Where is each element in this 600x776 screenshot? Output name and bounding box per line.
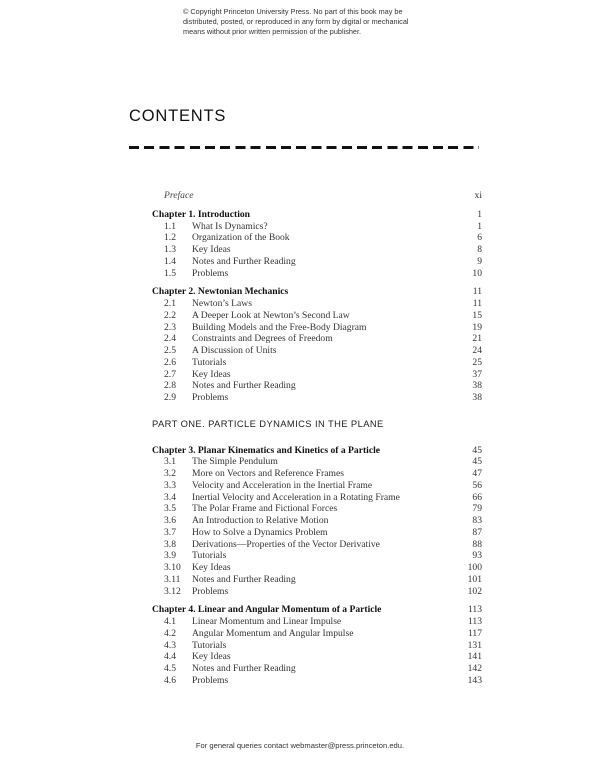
toc-section-row xyxy=(0,369,600,381)
entry-title: Derivations—Properties of the Vector Derivative xyxy=(192,538,380,550)
toc-section-row xyxy=(0,333,600,345)
page-title: CONTENTS xyxy=(129,107,227,125)
entry-title: Tutorials xyxy=(192,639,227,651)
page-number: 25 xyxy=(472,356,482,368)
section-number: 4.2 xyxy=(164,627,176,639)
page-number: 21 xyxy=(472,333,482,345)
toc-section-row xyxy=(0,562,600,574)
section-number: 3.8 xyxy=(164,538,176,550)
section-number: 3.7 xyxy=(164,526,176,538)
copyright-line: distributed, posted, or reproduced in any form by digital or mechanical xyxy=(183,17,409,26)
entry-title: Notes and Further Reading xyxy=(192,255,296,267)
entry-title: Notes and Further Reading xyxy=(192,663,296,674)
page-number: 88 xyxy=(472,538,482,550)
page-number: 15 xyxy=(472,309,482,321)
page-number: 113 xyxy=(467,604,482,616)
entry-title: Notes and Further Reading xyxy=(192,380,296,392)
page-number: 66 xyxy=(472,491,482,503)
section-number: 4.4 xyxy=(164,651,176,663)
entry-title: Tutorials xyxy=(192,550,227,562)
toc-chapter-row xyxy=(0,445,600,457)
toc-chapter-row xyxy=(0,286,600,298)
page-number: 143 xyxy=(467,674,482,686)
section-number: 3.2 xyxy=(164,468,176,479)
entry-title: Newton’s Laws xyxy=(192,298,252,309)
toc-section-row xyxy=(0,503,600,515)
entry-title: Chapter 3. Planar Kinematics and Kinetics of a Particle xyxy=(152,444,381,456)
page-number: 11 xyxy=(472,298,482,309)
section-number: 3.11 xyxy=(164,573,181,585)
footer-contact: For general queries contact webmaster@press.princeton.edu. xyxy=(195,741,405,750)
dashed-rule xyxy=(129,146,479,149)
page-number: 1 xyxy=(477,220,482,232)
toc-section-row xyxy=(0,392,600,404)
copyright-line: means without prior written permission of the publisher. xyxy=(183,27,362,36)
entry-title: What Is Dynamics? xyxy=(192,220,268,232)
section-number: 2.6 xyxy=(164,356,176,368)
page-number: xi xyxy=(474,190,482,201)
page-number: 38 xyxy=(472,380,482,392)
toc-section-row xyxy=(0,322,600,334)
page-number: 93 xyxy=(472,550,482,562)
toc-chapter-row xyxy=(0,209,600,221)
entry-title: Chapter 1. Introduction xyxy=(152,208,250,220)
section-number: 1.2 xyxy=(164,232,176,244)
page-number: 87 xyxy=(472,526,482,538)
page-number: 45 xyxy=(472,456,482,468)
toc-section-row xyxy=(0,675,600,687)
entry-title: Velocity and Acceleration in the Inertial Frame xyxy=(192,479,373,491)
page-number: 11 xyxy=(472,286,482,298)
page-number: 24 xyxy=(472,345,482,356)
toc-section-row xyxy=(0,456,600,468)
section-number: 4.1 xyxy=(164,616,176,627)
section-number: 4.3 xyxy=(164,639,176,651)
page-number: 102 xyxy=(467,585,482,597)
page-number: 19 xyxy=(472,321,482,333)
toc-section-row xyxy=(0,550,600,562)
section-number: 1.4 xyxy=(164,255,176,267)
copyright-notice xyxy=(183,7,443,37)
page-number: 117 xyxy=(467,627,482,639)
entry-title: Inertial Velocity and Acceleration in a Rotating Frame xyxy=(192,491,400,503)
entry-title: Key Ideas xyxy=(192,562,231,573)
entry-title: The Simple Pendulum xyxy=(192,456,278,468)
toc-section-row xyxy=(0,574,600,586)
section-number: 4.6 xyxy=(164,674,176,686)
entry-title: Linear Momentum and Linear Impulse xyxy=(192,616,342,627)
section-number: 3.9 xyxy=(164,550,176,562)
entry-title: Problems xyxy=(192,267,229,279)
entry-title: Chapter 4. Linear and Angular Momentum of a Particle xyxy=(152,604,382,616)
section-number: 3.10 xyxy=(164,562,181,573)
toc-section-row xyxy=(0,298,600,310)
section-number: 3.12 xyxy=(164,585,181,597)
section-number: 3.6 xyxy=(164,515,176,526)
toc-section-row xyxy=(0,256,600,268)
toc-section-row xyxy=(0,586,600,598)
page-number: 10 xyxy=(472,267,482,279)
section-number: 2.1 xyxy=(164,298,176,309)
section-number: 2.3 xyxy=(164,321,176,333)
entry-title: Angular Momentum and Angular Impulse xyxy=(192,627,354,639)
toc-section-row xyxy=(0,345,600,357)
toc-section-row xyxy=(0,640,600,652)
entry-title: Key Ideas xyxy=(192,244,231,255)
page-number: 37 xyxy=(472,368,482,380)
entry-title: Problems xyxy=(192,674,229,686)
page-number: 113 xyxy=(467,616,482,627)
page-number: 142 xyxy=(467,663,482,674)
toc-section-row xyxy=(0,663,600,675)
page-number: 45 xyxy=(472,444,482,456)
toc-section-row xyxy=(0,616,600,628)
page-number: 8 xyxy=(477,244,482,255)
page-number: 47 xyxy=(472,468,482,479)
section-number: 3.4 xyxy=(164,491,176,503)
section-number: 3.5 xyxy=(164,503,176,515)
toc-preface-row xyxy=(0,190,600,202)
toc-section-row xyxy=(0,380,600,392)
section-number: 1.1 xyxy=(164,220,176,232)
toc-section-row xyxy=(0,527,600,539)
entry-title: Key Ideas xyxy=(192,651,231,663)
page-number: 101 xyxy=(467,573,482,585)
toc-section-row xyxy=(0,232,600,244)
entry-title: Problems xyxy=(192,585,229,597)
toc-section-row xyxy=(0,515,600,527)
toc-section-row xyxy=(0,492,600,504)
section-number: 2.5 xyxy=(164,345,176,356)
section-number: 4.5 xyxy=(164,663,176,674)
section-number: 2.4 xyxy=(164,333,176,345)
section-number: 3.3 xyxy=(164,479,176,491)
toc-part-heading xyxy=(0,418,600,430)
toc-chapter-row xyxy=(0,604,600,616)
page-number: 79 xyxy=(472,503,482,515)
page-number: 38 xyxy=(472,392,482,403)
page-number: 1 xyxy=(477,208,482,220)
toc-section-row xyxy=(0,310,600,322)
toc-section-row xyxy=(0,651,600,663)
entry-title: More on Vectors and Reference Frames xyxy=(192,468,344,479)
entry-title: A Deeper Look at Newton’s Second Law xyxy=(192,309,350,321)
entry-title: Organization of the Book xyxy=(192,232,290,244)
entry-title: The Polar Frame and Fictional Forces xyxy=(192,503,338,515)
entry-title: Problems xyxy=(192,392,229,403)
entry-title: How to Solve a Dynamics Problem xyxy=(192,526,328,538)
toc-section-row xyxy=(0,468,600,480)
page-number: 141 xyxy=(467,651,482,663)
entry-title: Constraints and Degrees of Freedom xyxy=(192,333,333,345)
copyright-line: © Copyright Princeton University Press. No part of this book may be xyxy=(183,7,403,16)
toc-section-row xyxy=(0,480,600,492)
page-number: 56 xyxy=(472,479,482,491)
entry-title: Tutorials xyxy=(192,356,227,368)
toc-section-row xyxy=(0,628,600,640)
toc-section-row xyxy=(0,244,600,256)
toc-section-row xyxy=(0,357,600,369)
toc-section-row xyxy=(0,221,600,233)
section-number: 1.3 xyxy=(164,244,176,255)
entry-title: Preface xyxy=(164,190,194,201)
section-number: 3.1 xyxy=(164,456,176,468)
entry-title: A Discussion of Units xyxy=(192,345,277,356)
section-number: 1.5 xyxy=(164,267,176,279)
entry-title: An Introduction to Relative Motion xyxy=(192,515,329,526)
page-number: 6 xyxy=(477,232,482,244)
entry-title: Notes and Further Reading xyxy=(192,573,296,585)
section-number: 2.9 xyxy=(164,392,176,403)
toc-section-row xyxy=(0,268,600,280)
entry-title: Chapter 2. Newtonian Mechanics xyxy=(152,286,289,298)
page-number: 131 xyxy=(467,639,482,651)
section-number: 2.7 xyxy=(164,368,176,380)
entry-title: PART ONE. PARTICLE DYNAMICS IN THE PLANE xyxy=(152,417,384,429)
page-number: 9 xyxy=(477,255,482,267)
page-number: 83 xyxy=(472,515,482,526)
section-number: 2.8 xyxy=(164,380,176,392)
toc-section-row xyxy=(0,539,600,551)
entry-title: Key Ideas xyxy=(192,368,231,380)
page-number: 100 xyxy=(467,562,482,573)
section-number: 2.2 xyxy=(164,309,176,321)
entry-title: Building Models and the Free-Body Diagram xyxy=(192,321,367,333)
